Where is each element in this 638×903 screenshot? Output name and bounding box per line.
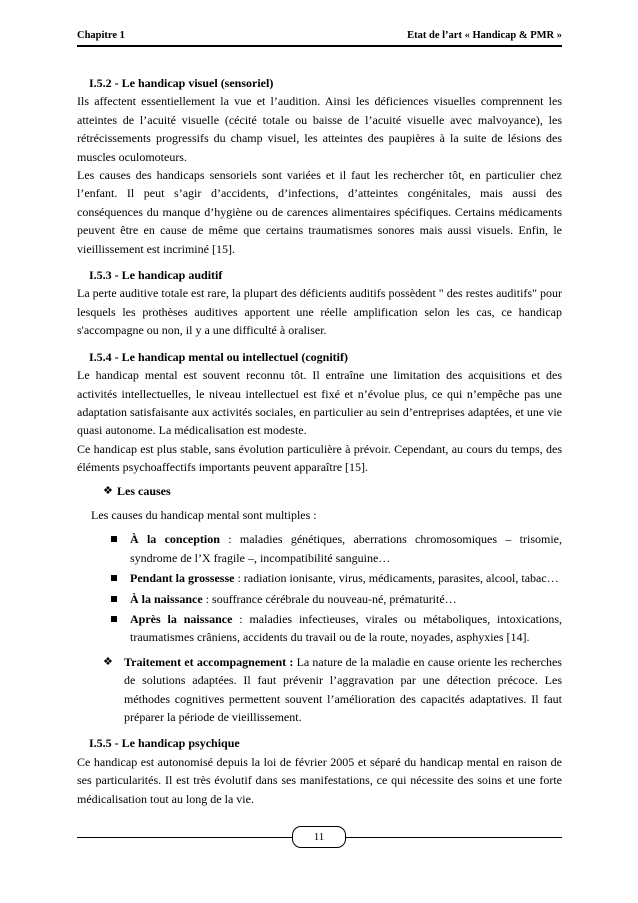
cause-text: : souffrance cérébrale du nouveau-né, prématurité… — [202, 591, 457, 606]
subsection-treatment — [77, 653, 562, 727]
paragraph-visuel-2: Les causes des handicaps sensoriels sont variées et il faut les rechercher tôt, en particulier chez l’enfant. Il peut s’agir d’accidents, d’infections, d’atteintes congénitales, mais aussi des conséquences du manque d’hygiène ou de carences alimentaires spécifiques. Certains médicaments peuvent être en cause de même que certains traumatismes sonores mais aussi visuels. Enfin, le vieillissement est incriminé [15]. — [77, 168, 562, 256]
diamond-bullet-icon: ❖ — [103, 484, 113, 497]
subsection-causes — [77, 482, 562, 500]
section-title-auditif: I.5.3 - Le handicap auditif — [89, 268, 223, 283]
treatment-label: Traitement et accompagnement : — [124, 654, 294, 669]
chapter-label: Chapitre 1 — [77, 30, 125, 41]
square-bullet-icon — [111, 569, 130, 587]
treatment-text: La nature de la maladie en cause oriente les recherches de solutions adaptées. Il faut prévenir l’aggravation par une détection précoce. Les méthodes cognitives permettent souvent l’amélioration des capacités adaptatives. Il faut préparer la période de vieillissement. — [124, 654, 562, 724]
list-item — [77, 530, 562, 567]
causes-title: Les causes — [117, 483, 171, 498]
causes-intro: Les causes du handicap mental sont multiples : — [91, 507, 317, 522]
paragraph-visuel-1: Ils affectent essentiellement la vue et l’audition. Ainsi les déficiences visuelles comprennent les atteintes de l’acuité visuelle (cécité totale ou baisse de l’acuité visuelle avec malvoyance), les rétrécissements progressifs du champ visuel, les atteintes des paupières à la suite de lésions des muscles oculomoteurs. — [77, 94, 562, 164]
square-bullet-icon — [111, 590, 130, 608]
paragraph-auditif-1: La perte auditive totale est rare, la plupart des déficients auditifs possèdent " des restes auditifs" pour lesquels les prothèses auditives apportent une réelle amplification selon les cas, ce handicap s'accompagne ou non, il y a une difficulté à oraliser. — [77, 286, 562, 338]
cause-label: Après la naissance — [130, 611, 233, 626]
section-title-mental: I.5.4 - Le handicap mental ou intellectuel (cognitif) — [89, 349, 348, 364]
cause-text: : radiation ionisante, virus, médicaments, parasites, alcool, tabac… — [234, 571, 559, 586]
list-item — [77, 590, 562, 608]
square-bullet-icon — [111, 530, 130, 567]
list-item — [77, 610, 562, 647]
header-divider — [77, 45, 562, 47]
cause-label: À la conception — [130, 532, 220, 547]
cause-label: À la naissance — [130, 591, 203, 606]
page-header — [77, 30, 562, 46]
page-content — [77, 74, 562, 808]
list-item — [77, 569, 562, 587]
document-title: Etat de l’art « Handicap & PMR » — [407, 30, 562, 41]
square-bullet-icon — [111, 610, 130, 647]
section-title-visuel: I.5.2 - Le handicap visuel (sensoriel) — [89, 76, 274, 90]
page-number: 11 — [292, 826, 346, 848]
section-title-psychique: I.5.5 - Le handicap psychique — [89, 736, 240, 751]
paragraph-psychique-1: Ce handicap est autonomisé depuis la loi de février 2005 et séparé du handicap mental en raison de ses particularités. Il est très évolutif dans ses manifestations, ce qui nécessite des soins et une forte médicalisation tout au long de la vie. — [77, 754, 562, 806]
cause-text: : maladies génétiques, aberrations chromosomiques – trisomie, syndrome de l’X fragile –, incompatibilité sanguine… — [130, 532, 562, 565]
diamond-bullet-icon: ❖ — [103, 655, 113, 668]
cause-label: Pendant la grossesse — [130, 571, 235, 586]
cause-text: : maladies infectieuses, virales ou métaboliques, intoxications, traumatismes crâniens, accidents du travail ou de la route, noyades, asphyxies [14]. — [130, 611, 562, 645]
paragraph-mental-1: Le handicap mental est souvent reconnu tôt. Il entraîne une limitation des acquisitions et des activités intellectuelles, le niveau intellectuel est fixé et n’évolue plus, ce qui n’empêche pas une adaptation satisfaisante aux activités sociales, en particulier au sein d’entreprises adaptées, et une vie quasi autonome. La médicalisation est modeste. — [77, 368, 562, 438]
paragraph-mental-2: Ce handicap est plus stable, sans évolution particulière à prévoir. Cependant, au cours du temps, des éléments psychoaffectifs importants peuvent apparaître [15]. — [77, 441, 562, 475]
